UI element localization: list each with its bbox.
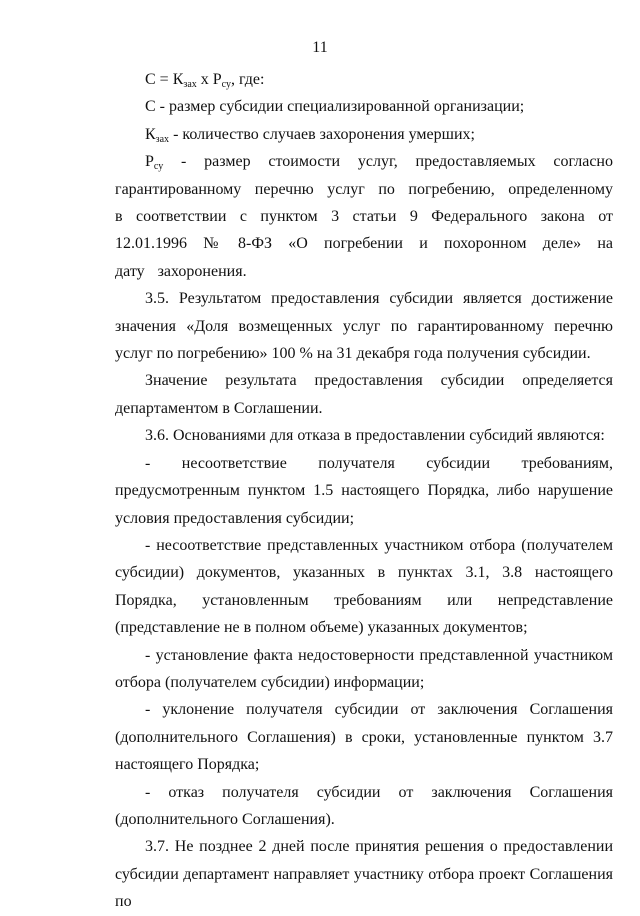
definition-p bbox=[115, 148, 613, 285]
definition-c: С - размер субсидии специализированной организации; bbox=[145, 98, 525, 116]
definition-k-subscript: зах bbox=[155, 133, 170, 145]
formula-tail: , где: bbox=[230, 71, 265, 88]
formula-k-subscript: зах bbox=[183, 79, 197, 90]
paragraph-3-6: 3.6. Основаниями для отказа в предоставлении субсидий являются: bbox=[145, 427, 605, 445]
refusal-reason: - несоответствие получателя субсидии требованиям, предусмотренным пунктом 1.5 настоящего Порядка, либо нарушение условия предоставления субсидии; bbox=[115, 454, 613, 527]
document-body bbox=[115, 66, 613, 916]
paragraph-3-7: 3.7. Не позднее 2 дней после принятия решения о предоставлении субсидии департамент направляет участнику отбора проект Соглашения по bbox=[115, 838, 613, 911]
definition-p-subscript: су bbox=[153, 161, 164, 173]
paragraph-result-value: Значение результата предоставления субсидии определяется департаментом в Соглашении. bbox=[115, 372, 613, 417]
formula-p-subscript: су bbox=[221, 79, 231, 90]
refusal-reason: - установление факта недостоверности представленной участником отбора (получателем субсидии) информации; bbox=[115, 646, 613, 691]
definition-k-symbol: К bbox=[145, 125, 156, 143]
refusal-reason: - несоответствие представленных участником отбора (получателем субсидии) документов, указанных в пунктах 3.1, 3.8 настоящего Порядка, установленным требованиям или непредставление (представление не в полном объеме) указанных документов; bbox=[115, 536, 613, 637]
paragraph-3-5: 3.5. Результатом предоставления субсидии является достижение значения «Доля возмещенных услуг по гарантированному перечню услуг по погребению» 100 % на 31 декабря года получения субсидии. bbox=[115, 290, 613, 363]
definition-k bbox=[115, 121, 613, 148]
definition-p-symbol: Р bbox=[145, 153, 154, 171]
refusal-reason: - отказ получателя субсидии от заключения Соглашения (дополнительного Соглашения). bbox=[115, 783, 613, 828]
definition-p-text: - размер стоимости услуг, предоставляемых согласно гарантированному перечню услуг по погребению, определенному в соответствии с пунктом 3 статьи 9 Федерального закона от 12.01.1996 № 8-ФЗ «О погребении и похоронном деле» на дату захоронения. bbox=[115, 153, 613, 280]
definition-k-text: - количество случаев захоронения умерших; bbox=[169, 125, 475, 143]
formula-times: х Р bbox=[196, 71, 222, 88]
page-number: 11 bbox=[312, 39, 328, 56]
refusal-reason: - уклонение получателя субсидии от заключения Соглашения (дополнительного Соглашения) в сроки, установленные пунктом 3.7 настоящего Порядка; bbox=[115, 701, 613, 774]
formula-lhs: С = К bbox=[145, 71, 184, 88]
formula-line bbox=[115, 66, 613, 93]
